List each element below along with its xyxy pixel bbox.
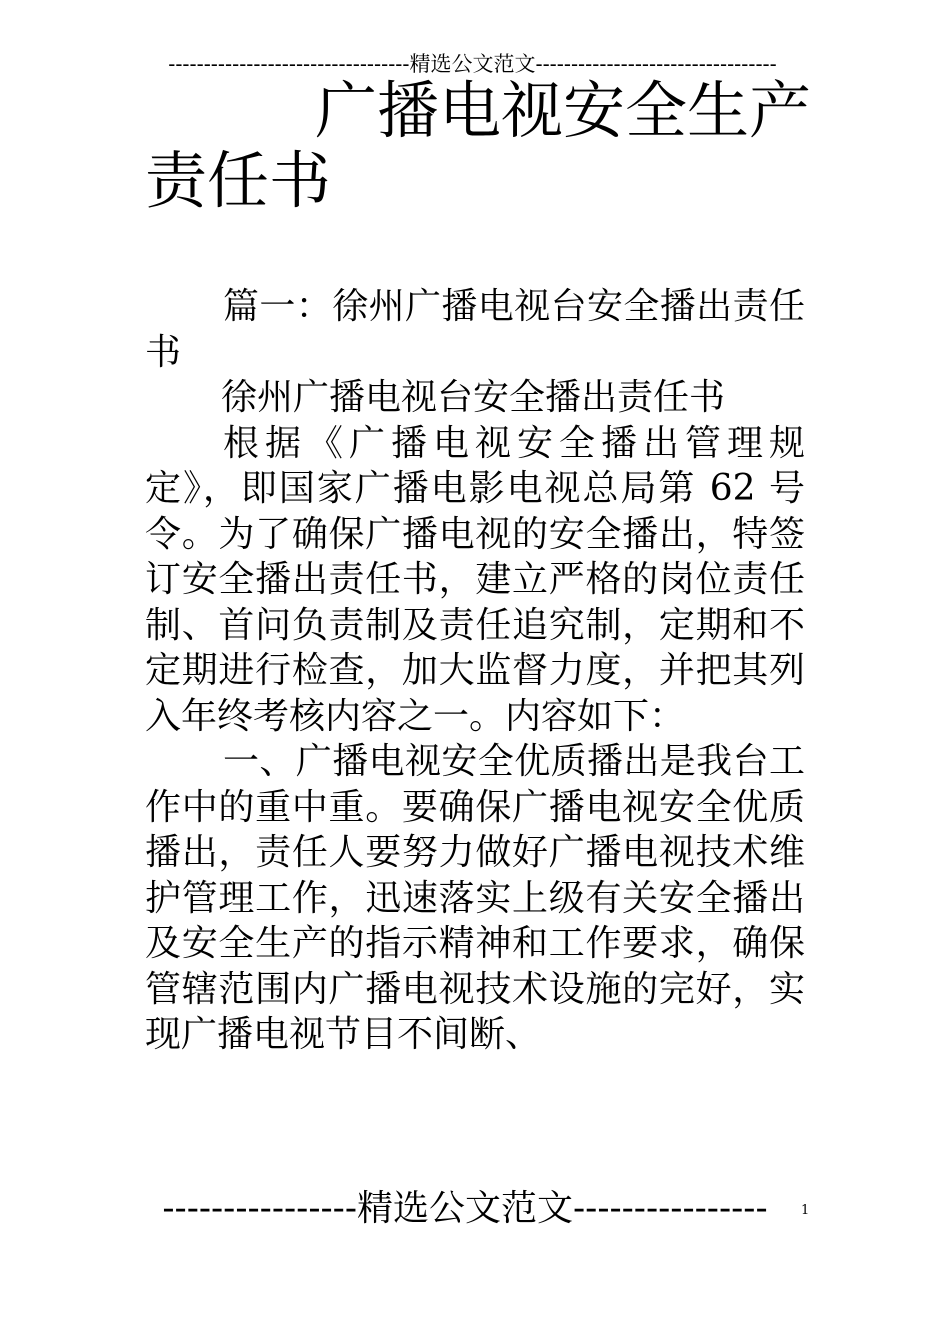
document-body bbox=[145, 284, 805, 1058]
paragraph: 一、广播电视安全优质播出是我台工作中的重中重。要确保广播电视安全优质播出，责任人要努力做好广播电视技术维护管理工作，迅速落实上级有关安全播出及安全生产的指示精神和工作要求，确保管辖范围内广播电视技术设施的完好，实现广播电视节目不间断、 bbox=[145, 741, 805, 1055]
footer-banner: ----------------精选公文范文---------------- bbox=[162, 1188, 768, 1229]
subtitle: 徐州广播电视台安全播出责任书 bbox=[221, 377, 726, 418]
title-line-2: 责任书 bbox=[145, 144, 332, 217]
section-heading: 篇一：徐州广播电视台安全播出责任书 bbox=[145, 286, 805, 373]
page-number: 1 bbox=[801, 1203, 810, 1218]
title-line-1: 广播电视安全生产 bbox=[315, 74, 812, 147]
paragraph: 根据《广播电视安全播出管理规定》，即国家广播电影电视总局第 62 号令。为了确保广播电视的安全播出，特签订安全播出责任书，建立严格的岗位责任制、首问负责制及责任追究制，定期和不定期进行检查，加大监督力度，并把其列入年终考核内容之一。内容如下： bbox=[145, 422, 805, 737]
header-banner: ----------------------------------精选公文范文---------------------------------- bbox=[168, 52, 777, 76]
document-title bbox=[145, 74, 812, 217]
